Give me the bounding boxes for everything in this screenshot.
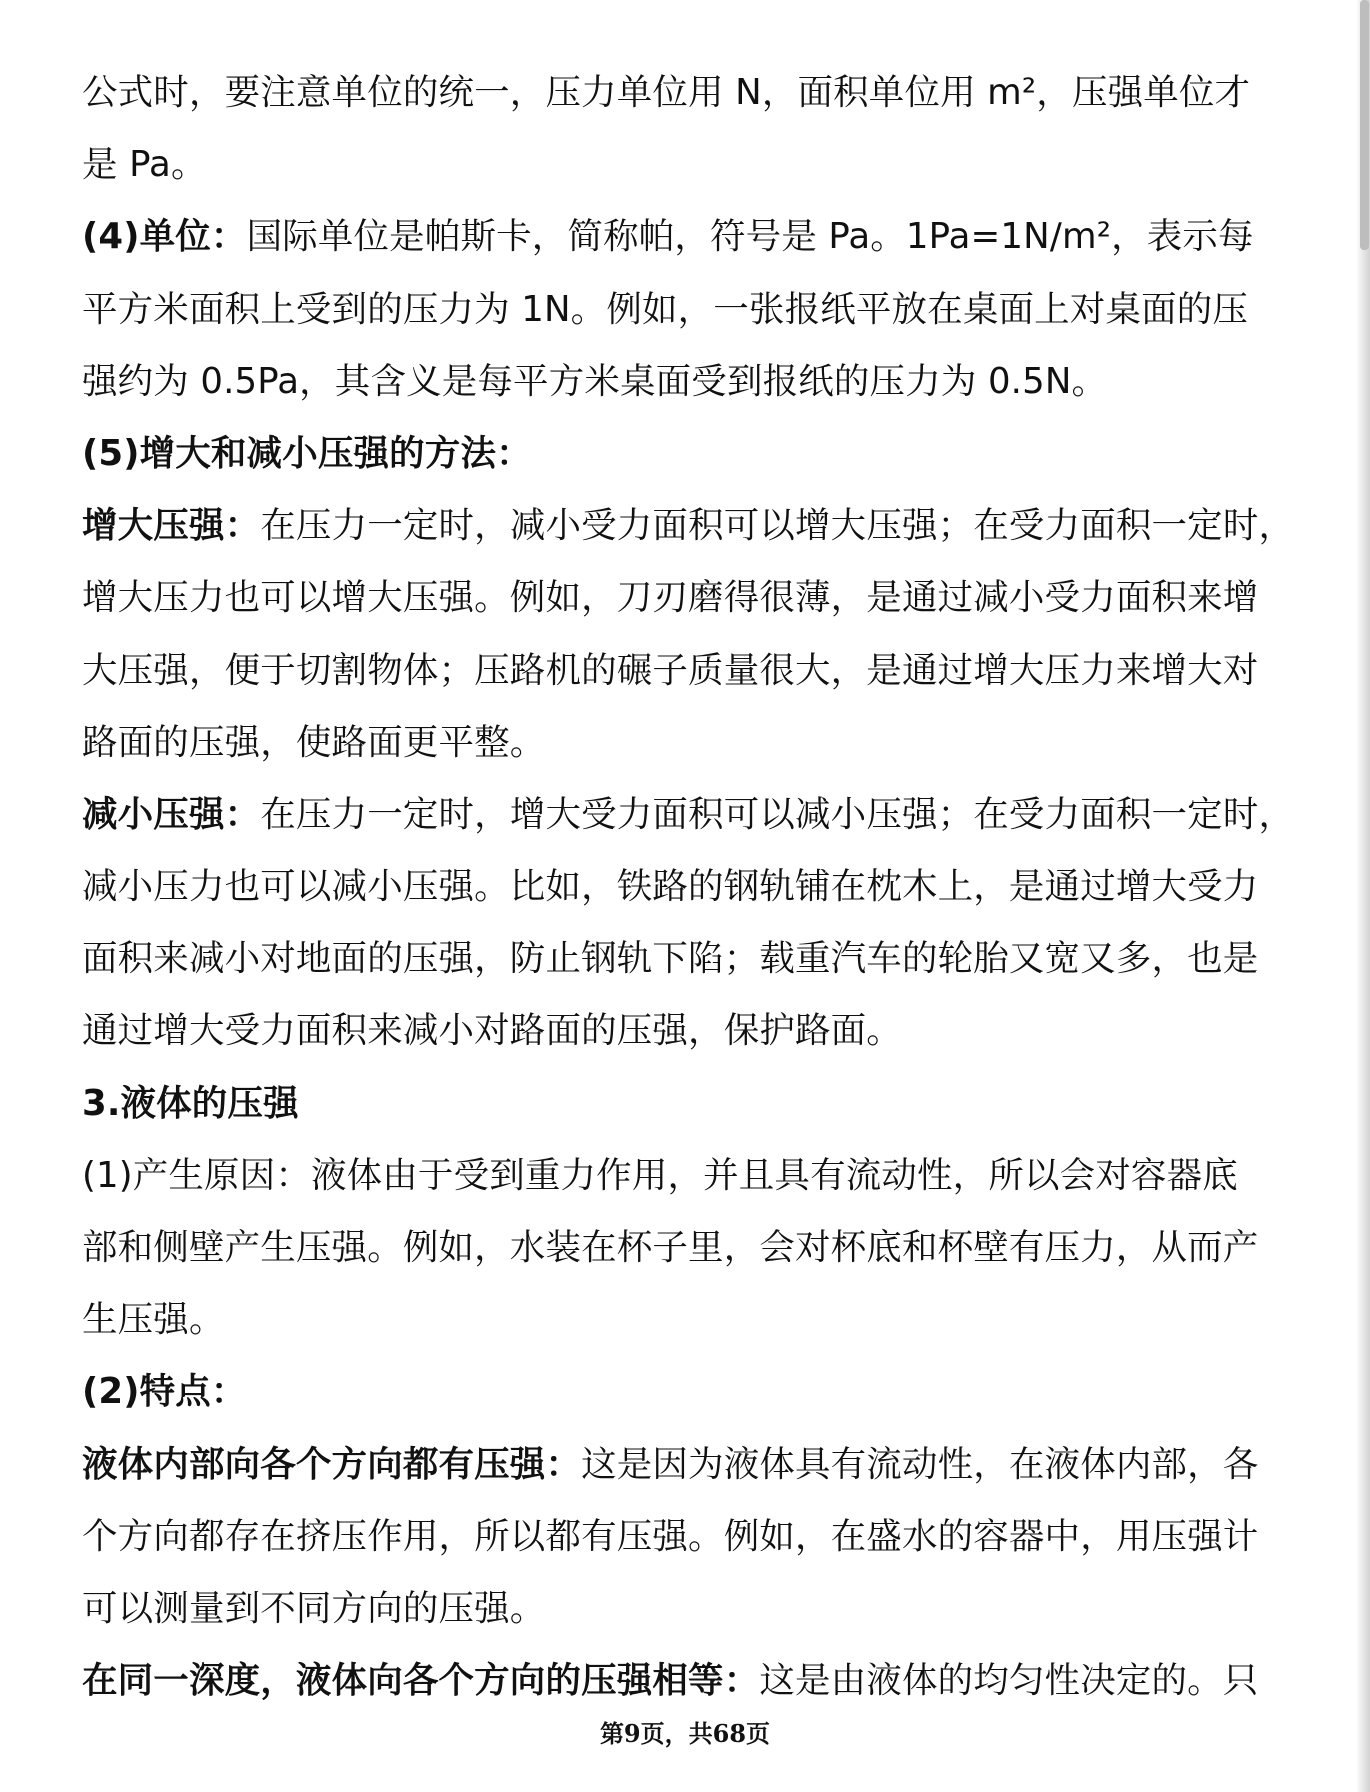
scrollbar-thumb[interactable]: [1360, 0, 1369, 250]
line-text: 增大压力也可以增大压强。例如，刀刃磨得很薄，是通过减小受力面积来增: [82, 577, 1259, 619]
line-text: 路面的压强，使路面更平整。: [82, 721, 546, 763]
line-text: 在压力一定时，增大受力面积可以减小压强；在受力面积一定时，: [260, 793, 1295, 835]
line-text: 强约为 0.5Pa，其含义是每平方米桌面受到报纸的压力为 0.5N。: [82, 360, 1108, 402]
line-text: 部和侧壁产生压强。例如，水装在杯子里，会对杯底和杯壁有压力，从而产: [82, 1227, 1259, 1268]
line-text: 这是由液体的均匀性决定的。只: [759, 1660, 1259, 1702]
text-line: [82, 1429, 1296, 1501]
text-line: [82, 129, 1296, 201]
bold-lead: 在同一深度，液体向各个方向的压强相等：: [82, 1660, 760, 1702]
text-line: [82, 562, 1296, 634]
text-line: [82, 995, 1296, 1067]
section-heading: [82, 418, 1296, 490]
line-text: (1)产生原因：液体由于受到重力作用，并且具有流动性，所以会对容器底: [82, 1154, 1238, 1196]
bold-lead: (2)特点：: [82, 1371, 247, 1413]
bold-lead: (4)单位：: [82, 216, 247, 258]
line-text: 公式时，要注意单位的统一，压力单位用 N，面积单位用 m²，压强单位才: [82, 72, 1251, 113]
line-text: 在压力一定时，减小受力面积可以增大压强；在受力面积一定时，: [260, 505, 1295, 547]
bold-lead: 3.液体的压强: [82, 1082, 299, 1124]
text-line: [82, 274, 1296, 346]
line-text: 可以测量到不同方向的压强。: [82, 1587, 546, 1629]
text-line: [82, 1573, 1296, 1645]
line-text: 减小压力也可以减小压强。比如，铁路的钢轨铺在枕木上，是通过增大受力: [82, 866, 1259, 908]
section-heading: [82, 1068, 1296, 1140]
page-number-footer: 第9页，共68页: [599, 1719, 771, 1748]
bold-lead: (5)增大和减小压强的方法：: [82, 432, 532, 474]
line-text: 是 Pa。: [82, 144, 207, 186]
document-body: [82, 57, 1296, 1717]
bold-lead: 增大压强：: [82, 505, 261, 547]
line-text: 通过增大受力面积来减小对路面的压强，保护路面。: [82, 1010, 902, 1052]
line-text: 国际单位是帕斯卡，简称帕，符号是 Pa。1Pa=1N/m²，表示每: [246, 216, 1254, 258]
line-text: 大压强，便于切割物体；压路机的碾子质量很大，是通过增大压力来增大对: [82, 649, 1259, 691]
line-text: 面积来减小对地面的压强，防止钢轨下陷；载重汽车的轮胎又宽又多，也是: [82, 938, 1259, 980]
text-line: [82, 346, 1296, 418]
line-text: 个方向都存在挤压作用，所以都有压强。例如，在盛水的容器中，用压强计: [82, 1515, 1259, 1557]
text-line: [82, 57, 1296, 129]
text-line: [82, 1140, 1296, 1212]
section-heading: [82, 1356, 1296, 1428]
line-text: 生压强。: [82, 1299, 225, 1341]
text-line: [82, 1501, 1296, 1573]
text-line: [82, 779, 1296, 851]
text-line: [82, 1284, 1296, 1356]
text-line: [82, 923, 1296, 995]
text-line: [82, 490, 1296, 562]
text-line: [82, 201, 1296, 273]
text-line: [82, 851, 1296, 923]
line-text: 这是因为液体具有流动性，在液体内部，各: [581, 1443, 1259, 1485]
text-line: [82, 1212, 1296, 1284]
text-line: [82, 635, 1296, 707]
text-line: [82, 1645, 1296, 1717]
scrollbar[interactable]: [1356, 0, 1370, 1792]
text-line: [82, 707, 1296, 779]
bold-lead: 液体内部向各个方向都有压强：: [82, 1443, 582, 1485]
line-text: 平方米面积上受到的压力为 1N。例如，一张报纸平放在桌面上对桌面的压: [82, 288, 1249, 330]
bold-lead: 减小压强：: [82, 793, 261, 835]
